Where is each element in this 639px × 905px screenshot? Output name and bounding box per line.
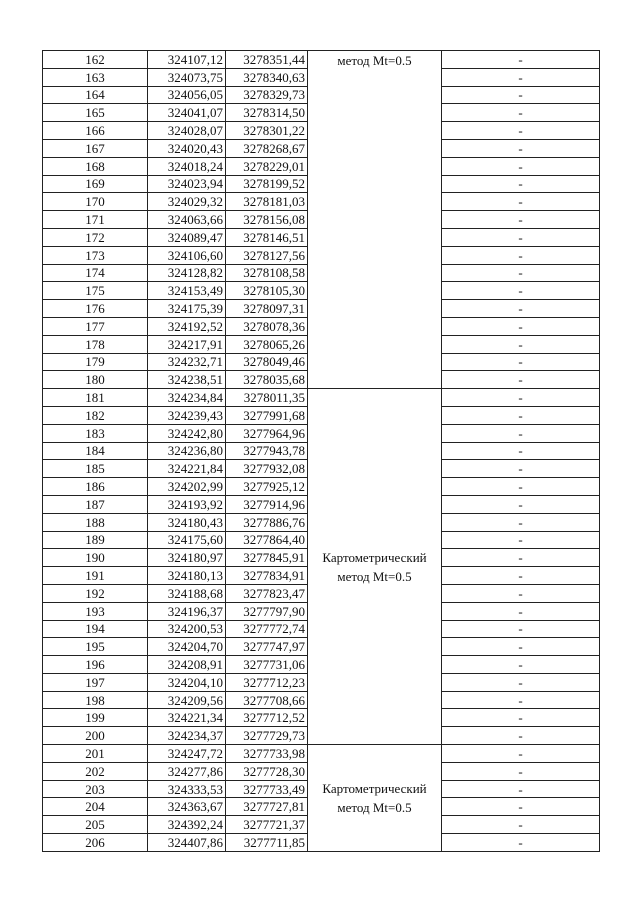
point-number-cell: 166 — [43, 122, 148, 140]
accuracy-cell: - — [442, 691, 600, 709]
accuracy-cell: - — [442, 246, 600, 264]
y-coordinate-cell: 3278301,22 — [226, 122, 308, 140]
point-number-cell: 192 — [43, 584, 148, 602]
y-coordinate-cell: 3277708,66 — [226, 691, 308, 709]
x-coordinate-cell: 324056,05 — [148, 86, 226, 104]
y-coordinate-cell: 3277733,49 — [226, 780, 308, 798]
y-coordinate-cell: 3277932,08 — [226, 460, 308, 478]
accuracy-cell: - — [442, 834, 600, 852]
point-number-cell: 180 — [43, 371, 148, 389]
y-coordinate-cell: 3278105,30 — [226, 282, 308, 300]
point-number-cell: 162 — [43, 51, 148, 69]
accuracy-cell: - — [442, 780, 600, 798]
point-number-cell: 197 — [43, 673, 148, 691]
point-number-cell: 163 — [43, 68, 148, 86]
y-coordinate-cell: 3277728,30 — [226, 762, 308, 780]
x-coordinate-cell: 324242,80 — [148, 424, 226, 442]
x-coordinate-cell: 324277,86 — [148, 762, 226, 780]
x-coordinate-cell: 324202,99 — [148, 478, 226, 496]
accuracy-cell: - — [442, 317, 600, 335]
y-coordinate-cell: 3278329,73 — [226, 86, 308, 104]
accuracy-cell: - — [442, 51, 600, 69]
point-number-cell: 170 — [43, 193, 148, 211]
x-coordinate-cell: 324363,67 — [148, 798, 226, 816]
table-row — [43, 745, 600, 763]
x-coordinate-cell: 324200,53 — [148, 620, 226, 638]
x-coordinate-cell: 324204,70 — [148, 638, 226, 656]
accuracy-cell: - — [442, 139, 600, 157]
accuracy-cell: - — [442, 460, 600, 478]
point-number-cell: 181 — [43, 389, 148, 407]
y-coordinate-cell: 3278199,52 — [226, 175, 308, 193]
x-coordinate-cell: 324023,94 — [148, 175, 226, 193]
x-coordinate-cell: 324221,84 — [148, 460, 226, 478]
point-number-cell: 167 — [43, 139, 148, 157]
point-number-cell: 169 — [43, 175, 148, 193]
x-coordinate-cell: 324188,68 — [148, 584, 226, 602]
accuracy-cell: - — [442, 353, 600, 371]
y-coordinate-cell: 3277991,68 — [226, 406, 308, 424]
accuracy-cell: - — [442, 300, 600, 318]
y-coordinate-cell: 3278108,58 — [226, 264, 308, 282]
accuracy-cell: - — [442, 264, 600, 282]
x-coordinate-cell: 324193,92 — [148, 495, 226, 513]
x-coordinate-cell: 324107,12 — [148, 51, 226, 69]
y-coordinate-cell: 3278049,46 — [226, 353, 308, 371]
accuracy-cell: - — [442, 549, 600, 567]
y-coordinate-cell: 3278065,26 — [226, 335, 308, 353]
point-number-cell: 176 — [43, 300, 148, 318]
y-coordinate-cell: 3277914,96 — [226, 495, 308, 513]
y-coordinate-cell: 3277864,40 — [226, 531, 308, 549]
accuracy-cell: - — [442, 389, 600, 407]
x-coordinate-cell: 324063,66 — [148, 211, 226, 229]
point-number-cell: 196 — [43, 656, 148, 674]
point-number-cell: 193 — [43, 602, 148, 620]
point-number-cell: 178 — [43, 335, 148, 353]
coordinates-table — [42, 50, 600, 852]
accuracy-cell: - — [442, 513, 600, 531]
y-coordinate-cell: 3277823,47 — [226, 584, 308, 602]
accuracy-cell: - — [442, 478, 600, 496]
x-coordinate-cell: 324153,49 — [148, 282, 226, 300]
point-number-cell: 188 — [43, 513, 148, 531]
accuracy-cell: - — [442, 727, 600, 745]
point-number-cell: 173 — [43, 246, 148, 264]
x-coordinate-cell: 324407,86 — [148, 834, 226, 852]
y-coordinate-cell: 3277834,91 — [226, 567, 308, 585]
y-coordinate-cell: 3278078,36 — [226, 317, 308, 335]
point-number-cell: 195 — [43, 638, 148, 656]
x-coordinate-cell: 324020,43 — [148, 139, 226, 157]
point-number-cell: 189 — [43, 531, 148, 549]
accuracy-cell: - — [442, 228, 600, 246]
accuracy-cell: - — [442, 122, 600, 140]
x-coordinate-cell: 324128,82 — [148, 264, 226, 282]
y-coordinate-cell: 3278181,03 — [226, 193, 308, 211]
x-coordinate-cell: 324333,53 — [148, 780, 226, 798]
accuracy-cell: - — [442, 495, 600, 513]
x-coordinate-cell: 324204,10 — [148, 673, 226, 691]
point-number-cell: 198 — [43, 691, 148, 709]
point-number-cell: 190 — [43, 549, 148, 567]
accuracy-cell: - — [442, 211, 600, 229]
y-coordinate-cell: 3277925,12 — [226, 478, 308, 496]
point-number-cell: 200 — [43, 727, 148, 745]
y-coordinate-cell: 3277729,73 — [226, 727, 308, 745]
x-coordinate-cell: 324196,37 — [148, 602, 226, 620]
accuracy-cell: - — [442, 656, 600, 674]
x-coordinate-cell: 324392,24 — [148, 816, 226, 834]
y-coordinate-cell: 3278097,31 — [226, 300, 308, 318]
x-coordinate-cell: 324208,91 — [148, 656, 226, 674]
x-coordinate-cell: 324175,39 — [148, 300, 226, 318]
accuracy-cell: - — [442, 424, 600, 442]
point-number-cell: 186 — [43, 478, 148, 496]
accuracy-cell: - — [442, 175, 600, 193]
point-number-cell: 187 — [43, 495, 148, 513]
accuracy-cell: - — [442, 282, 600, 300]
y-coordinate-cell: 3278340,63 — [226, 68, 308, 86]
table-row — [43, 389, 600, 407]
y-coordinate-cell: 3278351,44 — [226, 51, 308, 69]
accuracy-cell: - — [442, 762, 600, 780]
y-coordinate-cell: 3277845,91 — [226, 549, 308, 567]
y-coordinate-cell: 3277731,06 — [226, 656, 308, 674]
table-row — [43, 51, 600, 69]
x-coordinate-cell: 324041,07 — [148, 104, 226, 122]
point-number-cell: 174 — [43, 264, 148, 282]
x-coordinate-cell: 324238,51 — [148, 371, 226, 389]
x-coordinate-cell: 324106,60 — [148, 246, 226, 264]
accuracy-cell: - — [442, 371, 600, 389]
accuracy-cell: - — [442, 584, 600, 602]
y-coordinate-cell: 3277721,37 — [226, 816, 308, 834]
y-coordinate-cell: 3278314,50 — [226, 104, 308, 122]
method-cell: метод Mt=0.5 — [308, 51, 442, 389]
y-coordinate-cell: 3278229,01 — [226, 157, 308, 175]
y-coordinate-cell: 3277727,81 — [226, 798, 308, 816]
y-coordinate-cell: 3278156,08 — [226, 211, 308, 229]
accuracy-cell: - — [442, 531, 600, 549]
x-coordinate-cell: 324029,32 — [148, 193, 226, 211]
x-coordinate-cell: 324234,84 — [148, 389, 226, 407]
method-cell: Картометрический метод Mt=0.5 — [308, 745, 442, 852]
accuracy-cell: - — [442, 193, 600, 211]
y-coordinate-cell: 3277712,52 — [226, 709, 308, 727]
y-coordinate-cell: 3277964,96 — [226, 424, 308, 442]
accuracy-cell: - — [442, 620, 600, 638]
accuracy-cell: - — [442, 406, 600, 424]
accuracy-cell: - — [442, 673, 600, 691]
accuracy-cell: - — [442, 602, 600, 620]
point-number-cell: 199 — [43, 709, 148, 727]
x-coordinate-cell: 324089,47 — [148, 228, 226, 246]
y-coordinate-cell: 3277711,85 — [226, 834, 308, 852]
method-cell: Картометрический метод Mt=0.5 — [308, 389, 442, 745]
x-coordinate-cell: 324180,97 — [148, 549, 226, 567]
x-coordinate-cell: 324073,75 — [148, 68, 226, 86]
point-number-cell: 168 — [43, 157, 148, 175]
y-coordinate-cell: 3277747,97 — [226, 638, 308, 656]
accuracy-cell: - — [442, 745, 600, 763]
accuracy-cell: - — [442, 335, 600, 353]
point-number-cell: 206 — [43, 834, 148, 852]
point-number-cell: 179 — [43, 353, 148, 371]
x-coordinate-cell: 324221,34 — [148, 709, 226, 727]
coordinates-table-body — [43, 51, 600, 852]
point-number-cell: 184 — [43, 442, 148, 460]
accuracy-cell: - — [442, 104, 600, 122]
point-number-cell: 202 — [43, 762, 148, 780]
accuracy-cell: - — [442, 798, 600, 816]
x-coordinate-cell: 324217,91 — [148, 335, 226, 353]
accuracy-cell: - — [442, 638, 600, 656]
accuracy-cell: - — [442, 816, 600, 834]
x-coordinate-cell: 324192,52 — [148, 317, 226, 335]
y-coordinate-cell: 3277797,90 — [226, 602, 308, 620]
point-number-cell: 172 — [43, 228, 148, 246]
x-coordinate-cell: 324239,43 — [148, 406, 226, 424]
point-number-cell: 171 — [43, 211, 148, 229]
point-number-cell: 185 — [43, 460, 148, 478]
x-coordinate-cell: 324232,71 — [148, 353, 226, 371]
point-number-cell: 175 — [43, 282, 148, 300]
accuracy-cell: - — [442, 86, 600, 104]
point-number-cell: 182 — [43, 406, 148, 424]
y-coordinate-cell: 3278127,56 — [226, 246, 308, 264]
point-number-cell: 194 — [43, 620, 148, 638]
accuracy-cell: - — [442, 442, 600, 460]
x-coordinate-cell: 324180,13 — [148, 567, 226, 585]
x-coordinate-cell: 324180,43 — [148, 513, 226, 531]
y-coordinate-cell: 3278268,67 — [226, 139, 308, 157]
point-number-cell: 201 — [43, 745, 148, 763]
x-coordinate-cell: 324209,56 — [148, 691, 226, 709]
point-number-cell: 204 — [43, 798, 148, 816]
x-coordinate-cell: 324018,24 — [148, 157, 226, 175]
x-coordinate-cell: 324236,80 — [148, 442, 226, 460]
x-coordinate-cell: 324234,37 — [148, 727, 226, 745]
accuracy-cell: - — [442, 157, 600, 175]
y-coordinate-cell: 3278146,51 — [226, 228, 308, 246]
point-number-cell: 205 — [43, 816, 148, 834]
x-coordinate-cell: 324247,72 — [148, 745, 226, 763]
x-coordinate-cell: 324175,60 — [148, 531, 226, 549]
x-coordinate-cell: 324028,07 — [148, 122, 226, 140]
point-number-cell: 165 — [43, 104, 148, 122]
point-number-cell: 164 — [43, 86, 148, 104]
accuracy-cell: - — [442, 567, 600, 585]
accuracy-cell: - — [442, 709, 600, 727]
point-number-cell: 183 — [43, 424, 148, 442]
accuracy-cell: - — [442, 68, 600, 86]
y-coordinate-cell: 3277733,98 — [226, 745, 308, 763]
y-coordinate-cell: 3278011,35 — [226, 389, 308, 407]
y-coordinate-cell: 3278035,68 — [226, 371, 308, 389]
point-number-cell: 203 — [43, 780, 148, 798]
y-coordinate-cell: 3277772,74 — [226, 620, 308, 638]
point-number-cell: 191 — [43, 567, 148, 585]
y-coordinate-cell: 3277886,76 — [226, 513, 308, 531]
y-coordinate-cell: 3277712,23 — [226, 673, 308, 691]
point-number-cell: 177 — [43, 317, 148, 335]
y-coordinate-cell: 3277943,78 — [226, 442, 308, 460]
